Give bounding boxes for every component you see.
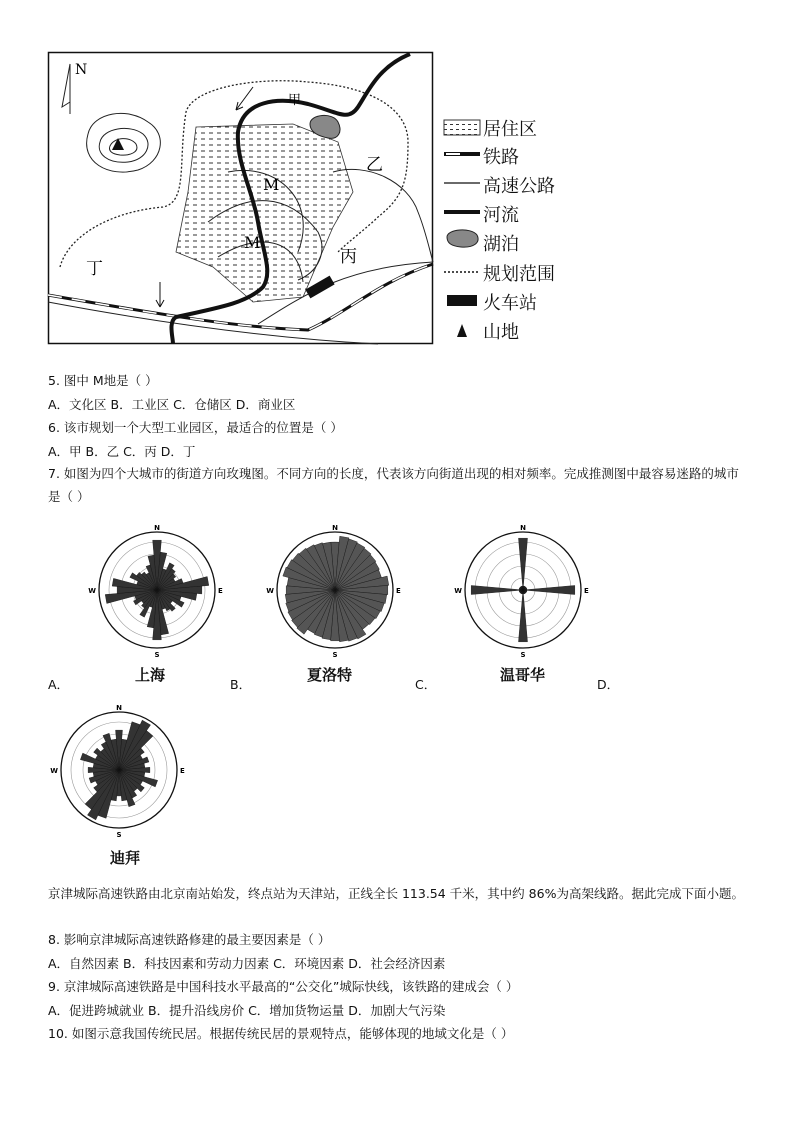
residential-icon bbox=[444, 120, 480, 135]
compass-w-label: W bbox=[88, 587, 96, 595]
label-m1: M bbox=[263, 175, 280, 194]
question-8-options: A．自然因素 B．科技因素和劳动力因素 C．环境因素 D．社会经济因素 bbox=[48, 956, 446, 971]
mountain-legend-icon bbox=[457, 324, 467, 337]
map-legend bbox=[443, 113, 583, 348]
compass-w-label: W bbox=[50, 767, 58, 775]
compass-s-label: S bbox=[520, 651, 526, 659]
legend-highway: 高速公路 bbox=[483, 176, 555, 197]
lake-legend-icon bbox=[447, 230, 478, 247]
question-9: 9. 京津城际高速铁路是中国科技水平最高的“公交化”城际快线，该铁路的建成会（ ） bbox=[48, 979, 519, 994]
city-vancouver: 温哥华 bbox=[500, 666, 546, 684]
compass-e-label: E bbox=[218, 587, 223, 595]
compass-n-label: N bbox=[116, 704, 122, 712]
compass-s-label: S bbox=[332, 651, 338, 659]
compass-n-label: N bbox=[332, 524, 338, 532]
rose-diagram-charlotte bbox=[266, 520, 401, 660]
legend-mountain: 山地 bbox=[483, 322, 519, 343]
question-6-options: A．甲 B．乙 C．丙 D．丁 bbox=[48, 444, 196, 459]
rose-diagram-shanghai bbox=[88, 520, 223, 660]
city-planning-map bbox=[48, 52, 433, 344]
compass-n-label: N bbox=[154, 524, 160, 532]
compass-w-label: W bbox=[266, 587, 274, 595]
compass-e-label: E bbox=[396, 587, 401, 595]
legend-boundary: 规划范围 bbox=[483, 264, 555, 285]
option-c-label: C． bbox=[415, 677, 437, 692]
railway-icon bbox=[446, 153, 460, 155]
question-5-options: A．文化区 B．工业区 C．仓储区 D．商业区 bbox=[48, 397, 296, 412]
compass-s-label: S bbox=[116, 831, 122, 839]
passage-intro: 京津城际高速铁路由北京南站始发，终点站为天津站，正线全长 113.54 千米，其中约 86%为高架线路。据此完成下面小题。 bbox=[48, 886, 744, 901]
question-6: 6. 该市规划一个大型工业园区，最适合的位置是（ ） bbox=[48, 420, 343, 435]
label-jia: 甲 bbox=[288, 93, 302, 108]
station-icon bbox=[447, 295, 477, 306]
question-5: 5. 图中 M地是（ ） bbox=[48, 373, 158, 388]
compass-e-label: E bbox=[180, 767, 185, 775]
compass-n-label: N bbox=[520, 524, 526, 532]
compass-s-label: S bbox=[154, 651, 160, 659]
option-b-label: B． bbox=[230, 677, 252, 692]
city-shanghai: 上海 bbox=[135, 666, 166, 684]
option-a-label: A． bbox=[48, 677, 70, 692]
city-dubai: 迪拜 bbox=[110, 849, 141, 867]
label-m2: M bbox=[244, 233, 261, 252]
question-9-options: A．促进跨城就业 B．提升沿线房价 C．增加货物运量 D．加剧大气污染 bbox=[48, 1003, 446, 1018]
compass-w-label: W bbox=[454, 587, 462, 595]
option-d-label: D． bbox=[597, 677, 620, 692]
label-yi: 乙 bbox=[366, 155, 383, 175]
legend-lake: 湖泊 bbox=[483, 234, 519, 255]
label-ding: 丁 bbox=[86, 259, 103, 279]
legend-railway: 铁路 bbox=[483, 147, 519, 168]
legend-residential: 居住区 bbox=[483, 119, 537, 140]
legend-station: 火车站 bbox=[483, 293, 537, 314]
city-charlotte: 夏洛特 bbox=[307, 666, 353, 684]
legend-river: 河流 bbox=[483, 205, 519, 226]
label-bing: 丙 bbox=[340, 247, 357, 267]
legend-icons bbox=[443, 117, 481, 342]
north-label: N bbox=[75, 62, 88, 78]
question-7: 7. 如图为四个大城市的街道方向玫瑰图。不同方向的长度，代表该方向街道出现的相对频率。完成推测图中最容易迷路的城市是（ ） bbox=[48, 466, 739, 504]
rose-diagram-vancouver bbox=[454, 520, 589, 660]
rose-diagram-dubai bbox=[50, 700, 185, 840]
compass-e-label: E bbox=[584, 587, 589, 595]
question-10: 10. 如图示意我国传统民居。根据传统民居的景观特点，能够体现的地域文化是（ ） bbox=[48, 1026, 514, 1041]
question-8: 8. 影响京津城际高速铁路修建的最主要因素是（ ） bbox=[48, 932, 331, 947]
